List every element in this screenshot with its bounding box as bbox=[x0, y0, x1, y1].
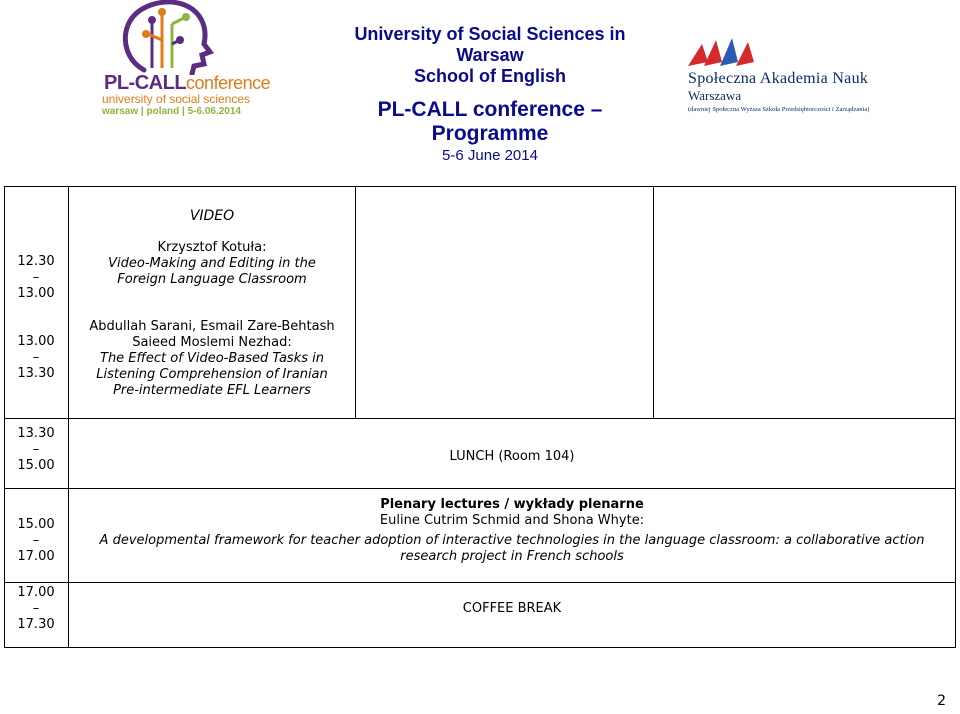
coffee-break-label: COFFEE BREAK bbox=[462, 601, 562, 616]
plenary-entry bbox=[70, 497, 954, 565]
table-border-right bbox=[955, 186, 956, 648]
page-number: 2 bbox=[937, 693, 946, 709]
talk-title: The Effect of Video-Based Tasks in bbox=[100, 351, 324, 366]
talk-title: Pre-intermediate EFL Learners bbox=[113, 383, 311, 398]
column-divider bbox=[355, 186, 356, 418]
row-divider bbox=[4, 582, 956, 583]
talk-title: Video-Making and Editing in the bbox=[108, 256, 316, 271]
table-border-bottom bbox=[4, 647, 956, 648]
talk-title: Listening Comprehension of Iranian bbox=[96, 367, 328, 382]
conference-dates: 5-6 June 2014 bbox=[442, 147, 538, 164]
logo-location-text: warsaw | poland | 5-6.06.2014 bbox=[102, 106, 241, 117]
time-slot: 13.30 – 15.00 bbox=[17, 426, 55, 473]
conference-subtitle: Programme bbox=[431, 122, 549, 145]
logo-university-text: university of social sciences bbox=[102, 92, 251, 106]
session-entry bbox=[70, 319, 354, 399]
pl-call-brand: PL-CALLconference bbox=[104, 72, 271, 94]
time-slot: 12.30 – 13.00 bbox=[17, 254, 55, 301]
presenter-name: Euline Cutrim Schmid and Shona Whyte: bbox=[379, 513, 645, 528]
time-slot: 17.00 – 17.30 bbox=[17, 585, 55, 632]
table-border-top bbox=[4, 186, 956, 187]
university-name: University of Social Sciences in bbox=[354, 24, 626, 44]
head-circuit-icon bbox=[116, 0, 236, 75]
university-city: Warsaw bbox=[456, 45, 524, 65]
san-former-name: (dawniej Społeczna Wyższa Szkoła Przedsiębiorczości i Zarządzania) bbox=[688, 106, 870, 113]
pl-call-logo bbox=[96, 0, 271, 122]
talk-title: research project in French schools bbox=[400, 549, 624, 564]
column-divider bbox=[653, 186, 654, 418]
presenter-name: Abdullah Sarani, Esmail Zare-Behtash bbox=[89, 319, 335, 334]
presenter-name: Krzysztof Kotuła: bbox=[157, 240, 267, 255]
lunch-label: LUNCH (Room 104) bbox=[449, 449, 575, 464]
presenter-name: Saieed Moslemi Nezhad: bbox=[132, 335, 292, 350]
san-city: Warszawa bbox=[688, 88, 742, 103]
session-entry bbox=[70, 240, 354, 288]
row-divider bbox=[4, 418, 956, 419]
san-logo bbox=[680, 36, 910, 116]
san-name: Społeczna Akademia Nauk bbox=[688, 70, 869, 87]
document-header bbox=[320, 24, 660, 165]
row-divider bbox=[4, 488, 956, 489]
conference-title: PL-CALL conference – bbox=[377, 98, 603, 121]
time-slot: 15.00 – 17.00 bbox=[17, 517, 55, 564]
time-slot: 13.00 – 13.30 bbox=[17, 334, 55, 381]
section-heading-video: VIDEO bbox=[189, 208, 235, 224]
talk-title: Foreign Language Classroom bbox=[117, 272, 307, 287]
wings-icon bbox=[684, 36, 764, 68]
plenary-heading: Plenary lectures / wykłady plenarne bbox=[380, 497, 644, 512]
school-name: School of English bbox=[414, 66, 566, 86]
talk-title: A developmental framework for teacher adoption of interactive technologies in the language classroom: a collaborative action bbox=[99, 533, 925, 548]
column-divider bbox=[68, 186, 69, 648]
table-border-left bbox=[4, 186, 5, 648]
